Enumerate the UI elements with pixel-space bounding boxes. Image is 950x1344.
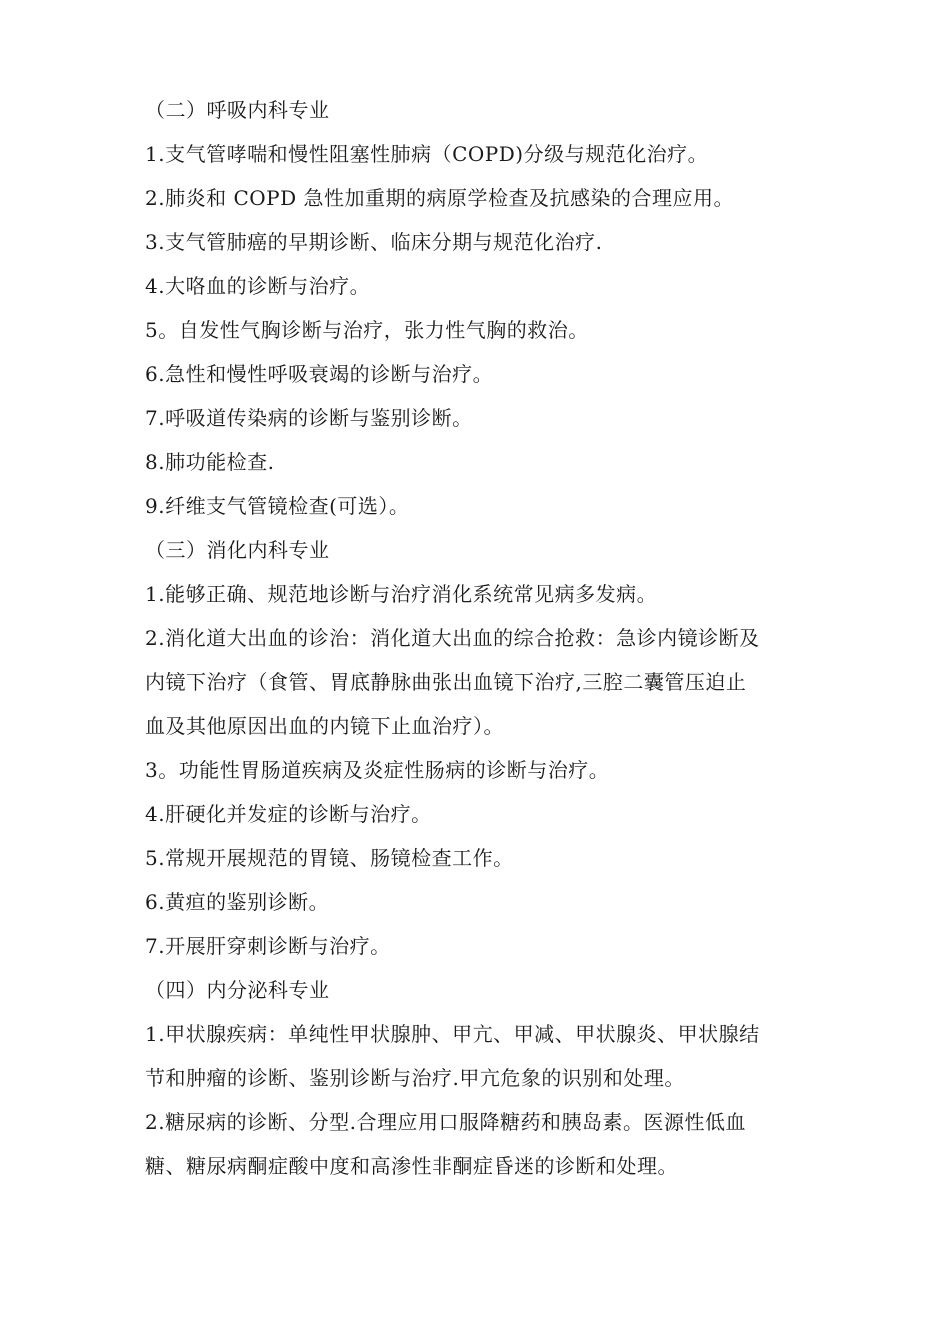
list-item: 2.消化道大出血的诊治：消化道大出血的综合抢救：急诊内镜诊断及 bbox=[145, 626, 760, 650]
list-item: 3.支气管肺癌的早期诊断、临床分期与规范化治疗. bbox=[145, 230, 603, 254]
list-item: 7.呼吸道传染病的诊断与鉴别诊断。 bbox=[145, 406, 473, 430]
list-item: 7.开展肝穿刺诊断与治疗。 bbox=[145, 934, 391, 958]
section-heading-endocrinology: （四）内分泌科专业 bbox=[145, 978, 330, 1002]
document-body bbox=[145, 88, 825, 1188]
list-item-continuation: 糖、糖尿病酮症酸中度和高渗性非酮症昏迷的诊断和处理。 bbox=[145, 1154, 678, 1178]
list-item: 4.大咯血的诊断与治疗。 bbox=[145, 274, 371, 298]
list-item: 5。自发性气胸诊断与治疗，张力性气胸的救治。 bbox=[145, 318, 589, 342]
list-item: 8.肺功能检查. bbox=[145, 450, 275, 474]
list-item: 2.肺炎和 COPD 急性加重期的病原学检查及抗感染的合理应用。 bbox=[145, 186, 734, 210]
list-item: 6.急性和慢性呼吸衰竭的诊断与治疗。 bbox=[145, 362, 494, 386]
section-heading-respiratory: （二）呼吸内科专业 bbox=[145, 98, 330, 122]
list-item: 5.常规开展规范的胃镜、肠镜检查工作。 bbox=[145, 846, 514, 870]
section-heading-gastroenterology: （三）消化内科专业 bbox=[145, 538, 330, 562]
list-item: 4.肝硬化并发症的诊断与治疗。 bbox=[145, 802, 432, 826]
list-item: 2.糖尿病的诊断、分型.合理应用口服降糖药和胰岛素。医源性低血 bbox=[145, 1110, 746, 1134]
list-item: 9.纤维支气管镜检查(可选）。 bbox=[145, 494, 410, 518]
list-item-continuation: 节和肿瘤的诊断、鉴别诊断与治疗.甲亢危象的识别和处理。 bbox=[145, 1066, 685, 1090]
list-item: 3。功能性胃肠道疾病及炎症性肠病的诊断与治疗。 bbox=[145, 758, 610, 782]
list-item-continuation: 内镜下治疗（食管、胃底静脉曲张出血镜下治疗,三腔二囊管压迫止 bbox=[145, 670, 747, 694]
list-item: 1.能够正确、规范地诊断与治疗消化系统常见病多发病。 bbox=[145, 582, 658, 606]
list-item: 1.甲状腺疾病：单纯性甲状腺肿、甲亢、甲减、甲状腺炎、甲状腺结 bbox=[145, 1022, 760, 1046]
list-item: 1.支气管哮喘和慢性阻塞性肺病（COPD)分级与规范化治疗。 bbox=[145, 142, 709, 166]
list-item: 6.黄疸的鉴别诊断。 bbox=[145, 890, 330, 914]
list-item-continuation: 血及其他原因出血的内镜下止血治疗）。 bbox=[145, 714, 504, 738]
